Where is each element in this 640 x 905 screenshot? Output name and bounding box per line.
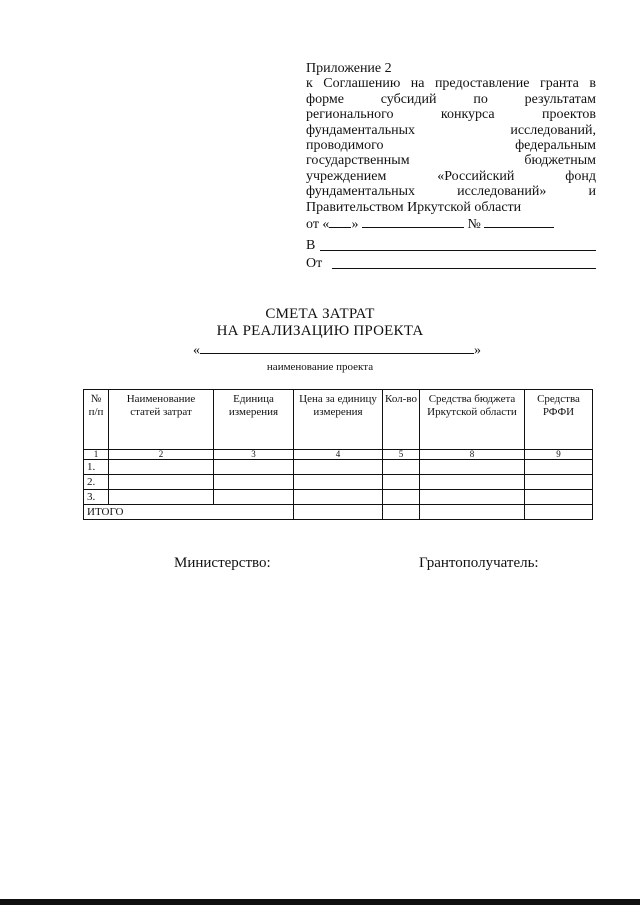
address-to-row bbox=[306, 238, 315, 254]
unit-price-cell[interactable] bbox=[294, 460, 383, 475]
header-cell: Единица измерения bbox=[214, 390, 294, 450]
appendix-line: Приложение 2 bbox=[306, 61, 392, 76]
cost-item-cell[interactable] bbox=[109, 475, 214, 490]
address-from-field[interactable] bbox=[332, 257, 596, 269]
project-quote-open: « bbox=[193, 343, 200, 358]
header-cell: Кол-во bbox=[383, 390, 420, 450]
scan-edge-bar bbox=[0, 899, 640, 905]
date-day-field[interactable] bbox=[329, 216, 351, 228]
quantity-cell[interactable] bbox=[383, 460, 420, 475]
appendix-line: Правительством Иркутской области bbox=[306, 199, 522, 215]
rffi-funds-cell[interactable] bbox=[525, 490, 593, 505]
address-from-row bbox=[306, 256, 322, 272]
table-header-row bbox=[84, 390, 593, 450]
cost-item-cell[interactable] bbox=[109, 460, 214, 475]
address-to-field[interactable] bbox=[320, 239, 596, 251]
column-number-cell: 8 bbox=[420, 450, 525, 460]
appendix-line: фундаментальных исследований» и bbox=[306, 184, 596, 200]
ministry-signature-label: Министерство: bbox=[174, 555, 271, 571]
appendix-block bbox=[306, 61, 596, 232]
rffi-funds-cell[interactable] bbox=[525, 475, 593, 490]
appendix-line: государственным бюджетным bbox=[306, 153, 596, 169]
appendix-line: фундаментальных исследований, bbox=[306, 122, 596, 138]
appendix-line: проводимого федеральным bbox=[306, 138, 596, 154]
total-regional-budget-cell[interactable] bbox=[420, 505, 525, 520]
appendix-line: к Соглашению на предоставление гранта в bbox=[306, 76, 596, 92]
cost-estimate-table bbox=[83, 389, 593, 520]
unit-cell[interactable] bbox=[214, 490, 294, 505]
recipient-signature-label: Грантополучатель: bbox=[419, 555, 539, 571]
column-number-cell: 9 bbox=[525, 450, 593, 460]
appendix-line: форме субсидий по результатам bbox=[306, 91, 596, 107]
table-row bbox=[84, 475, 593, 490]
address-from-label: От bbox=[306, 256, 323, 271]
quantity-cell[interactable] bbox=[383, 475, 420, 490]
appendix-line: учреждением «Российский фонд bbox=[306, 168, 596, 184]
row-number-cell: 3. bbox=[84, 490, 109, 505]
rffi-funds-cell[interactable] bbox=[525, 460, 593, 475]
regional-budget-cell[interactable] bbox=[420, 475, 525, 490]
date-from-label: от « bbox=[306, 217, 330, 233]
address-to-label: В bbox=[306, 238, 316, 253]
header-cell: Средства РФФИ bbox=[525, 390, 593, 450]
regional-budget-cell[interactable] bbox=[420, 490, 525, 505]
unit-price-cell[interactable] bbox=[294, 490, 383, 505]
appendix-line: регионального конкурса проектов bbox=[306, 107, 596, 123]
project-name-caption: наименование проекта bbox=[266, 361, 374, 373]
table-row bbox=[84, 490, 593, 505]
total-row bbox=[84, 505, 593, 520]
unit-cell[interactable] bbox=[214, 460, 294, 475]
cost-item-cell[interactable] bbox=[109, 490, 214, 505]
column-number-cell: 5 bbox=[383, 450, 420, 460]
project-name-row bbox=[193, 342, 481, 359]
unit-price-cell[interactable] bbox=[294, 475, 383, 490]
document-subtitle: НА РЕАЛИЗАЦИЮ ПРОЕКТА bbox=[216, 323, 424, 339]
column-number-cell: 2 bbox=[109, 450, 214, 460]
column-number-cell: 1 bbox=[84, 450, 109, 460]
agreement-date-number-line bbox=[306, 216, 596, 232]
date-month-year-field[interactable] bbox=[362, 216, 464, 228]
row-number-cell: 1. bbox=[84, 460, 109, 475]
number-label: № bbox=[467, 217, 481, 233]
header-cell: Цена за единицу измерения bbox=[294, 390, 383, 450]
total-label-cell: ИТОГО bbox=[84, 505, 294, 520]
regional-budget-cell[interactable] bbox=[420, 460, 525, 475]
agreement-number-field[interactable] bbox=[484, 216, 554, 228]
total-rffi-funds-cell[interactable] bbox=[525, 505, 593, 520]
column-number-cell: 3 bbox=[214, 450, 294, 460]
column-number-cell: 4 bbox=[294, 450, 383, 460]
date-quote-close: » bbox=[351, 217, 359, 233]
header-cell: Наименование статей затрат bbox=[109, 390, 214, 450]
total-quantity-cell[interactable] bbox=[383, 505, 420, 520]
unit-cell[interactable] bbox=[214, 475, 294, 490]
header-cell: Средства бюджета Иркутской области bbox=[420, 390, 525, 450]
quantity-cell[interactable] bbox=[383, 490, 420, 505]
project-name-field[interactable] bbox=[200, 342, 474, 354]
header-cell: № п/п bbox=[84, 390, 109, 450]
column-number-row bbox=[84, 450, 593, 460]
row-number-cell: 2. bbox=[84, 475, 109, 490]
total-price-cell[interactable] bbox=[294, 505, 383, 520]
project-quote-close: » bbox=[474, 343, 481, 358]
table-row bbox=[84, 460, 593, 475]
document-title: СМЕТА ЗАТРАТ bbox=[265, 306, 375, 322]
